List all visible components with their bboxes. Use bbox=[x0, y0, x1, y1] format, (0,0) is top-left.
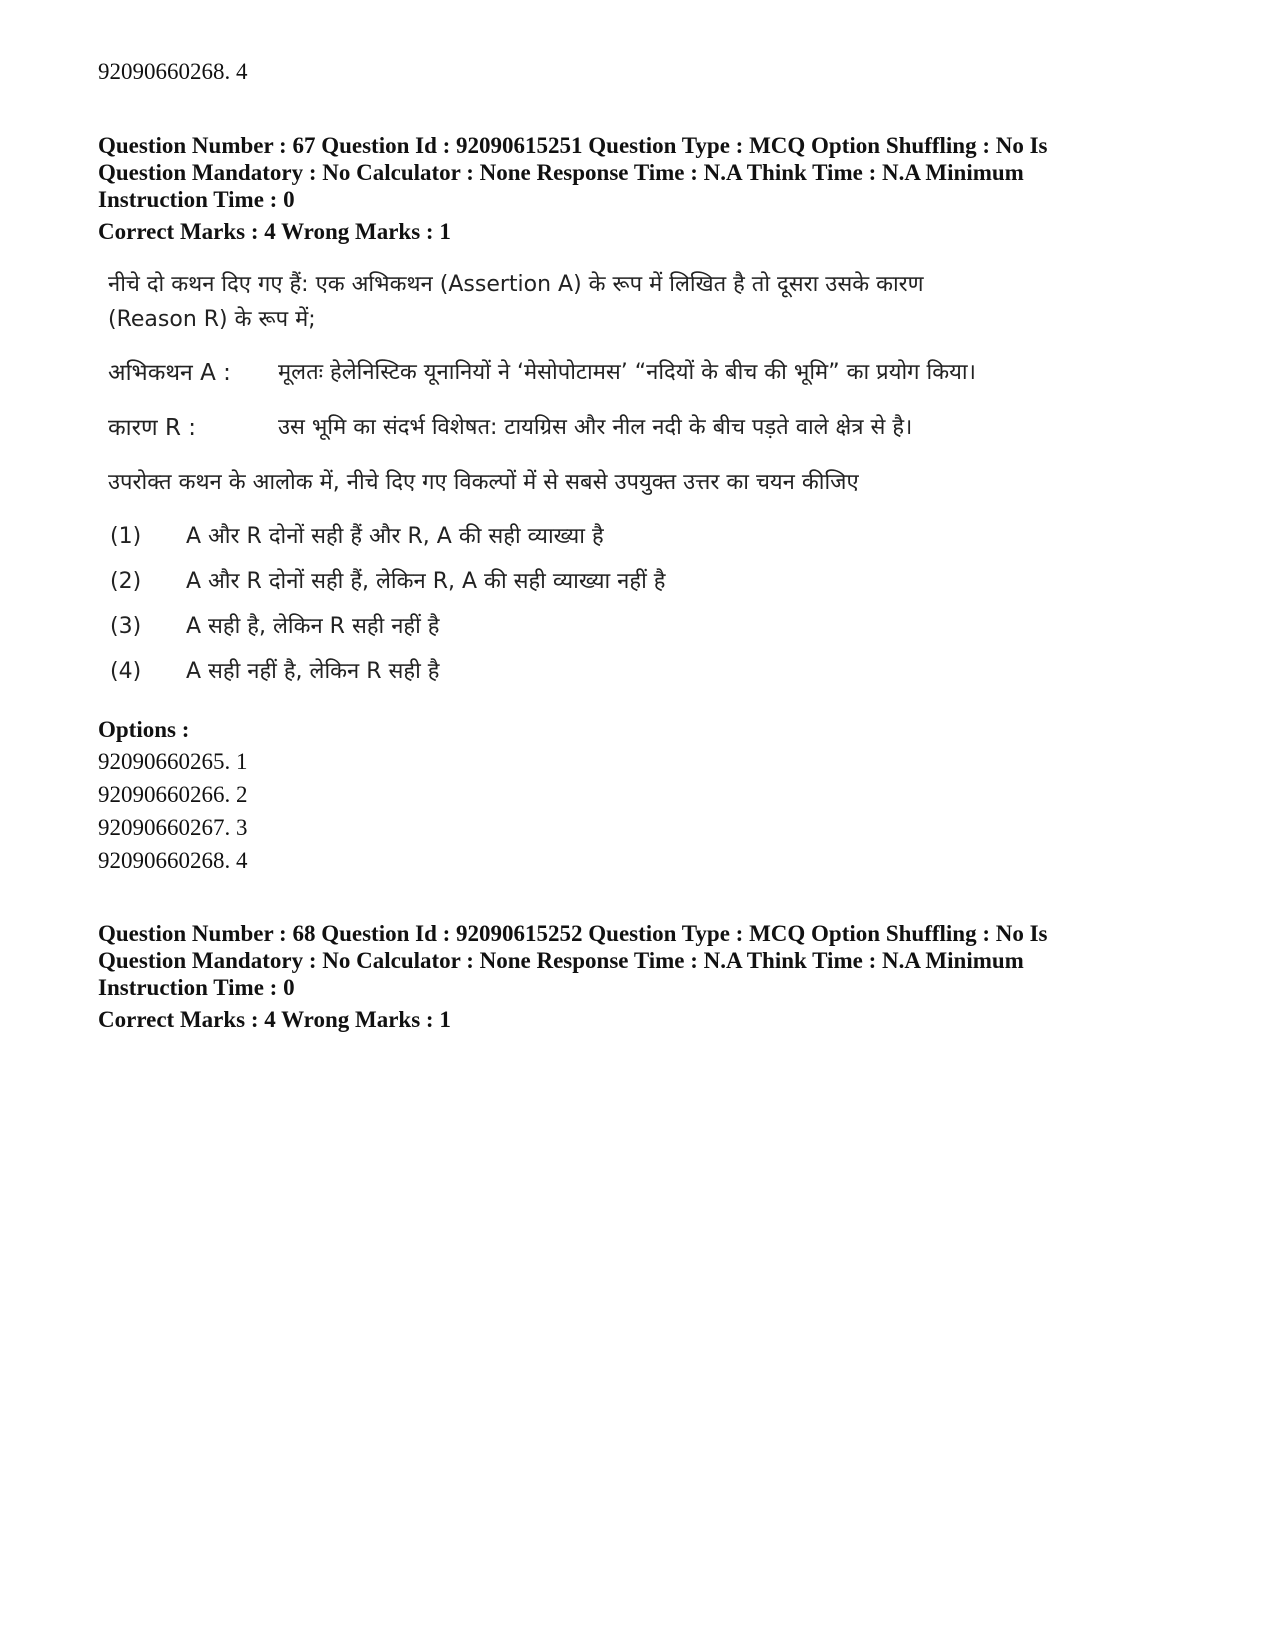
q67-instruction: उपरोक्त कथन के आलोक में, नीचे दिए गए विकल्पों में से सबसे उपयुक्त उत्तर का चयन कीजिए bbox=[108, 470, 859, 495]
q68-header-line1: Question Number : 68 Question Id : 92090615252 Question Type : MCQ Option Shuffling : No Is bbox=[98, 921, 1048, 946]
q67-choice-number: (1) bbox=[110, 524, 142, 549]
q68-marks: Correct Marks : 4 Wrong Marks : 1 bbox=[98, 1007, 451, 1032]
q67-header-line3: Instruction Time : 0 bbox=[98, 187, 295, 212]
q67-choice-text: A सही नहीं है, लेकिन R सही है bbox=[186, 659, 440, 684]
q67-assertion-text: मूलतः हेलेनिस्टिक यूनानियों ने ‘मेसोपोटामस’ “नदियों के बीच की भूमि” का प्रयोग किया। bbox=[278, 360, 976, 385]
q67-choice-text: A और R दोनों सही हैं, लेकिन R, A की सही व्याख्या नहीं है bbox=[186, 569, 666, 594]
q67-option-id: 92090660266. 2 bbox=[98, 782, 248, 807]
q67-choice-text: A सही है, लेकिन R सही नहीं है bbox=[186, 614, 440, 639]
q67-option-id: 92090660267. 3 bbox=[98, 815, 248, 840]
q68-header-line3: Instruction Time : 0 bbox=[98, 975, 295, 1000]
q67-choice-number: (3) bbox=[110, 614, 142, 639]
q67-option-id: 92090660268. 4 bbox=[98, 848, 248, 873]
q67-reason-text: उस भूमि का संदर्भ विशेषत: टायग्रिस और नील नदी के बीच पड़ते वाले क्षेत्र से है। bbox=[278, 415, 913, 440]
q67-assertion-label: अभिकथन A : bbox=[108, 360, 231, 386]
q67-option-id: 92090660265. 1 bbox=[98, 749, 248, 774]
q67-reason-label: कारण R : bbox=[108, 415, 197, 441]
q67-marks: Correct Marks : 4 Wrong Marks : 1 bbox=[98, 219, 451, 244]
q67-header-line1: Question Number : 67 Question Id : 92090615251 Question Type : MCQ Option Shuffling : No Is bbox=[98, 133, 1048, 158]
q67-choice-text: A और R दोनों सही हैं और R, A की सही व्याख्या है bbox=[186, 524, 604, 549]
q67-intro-line2: (Reason R) के रूप में; bbox=[108, 307, 316, 332]
q68-header-line2: Question Mandatory : No Calculator : None Response Time : N.A Think Time : N.A Minimum bbox=[98, 948, 1024, 973]
previous-answer: 92090660268. 4 bbox=[98, 59, 248, 84]
q67-choice-number: (2) bbox=[110, 569, 142, 594]
q67-choice-number: (4) bbox=[110, 659, 142, 684]
q67-intro-line1: नीचे दो कथन दिए गए हैं: एक अभिकथन (Assertion A) के रूप में लिखित है तो दूसरा उसके कारण bbox=[108, 272, 924, 297]
q67-header-line2: Question Mandatory : No Calculator : None Response Time : N.A Think Time : N.A Minimum bbox=[98, 160, 1024, 185]
q67-options-heading: Options : bbox=[98, 717, 190, 742]
